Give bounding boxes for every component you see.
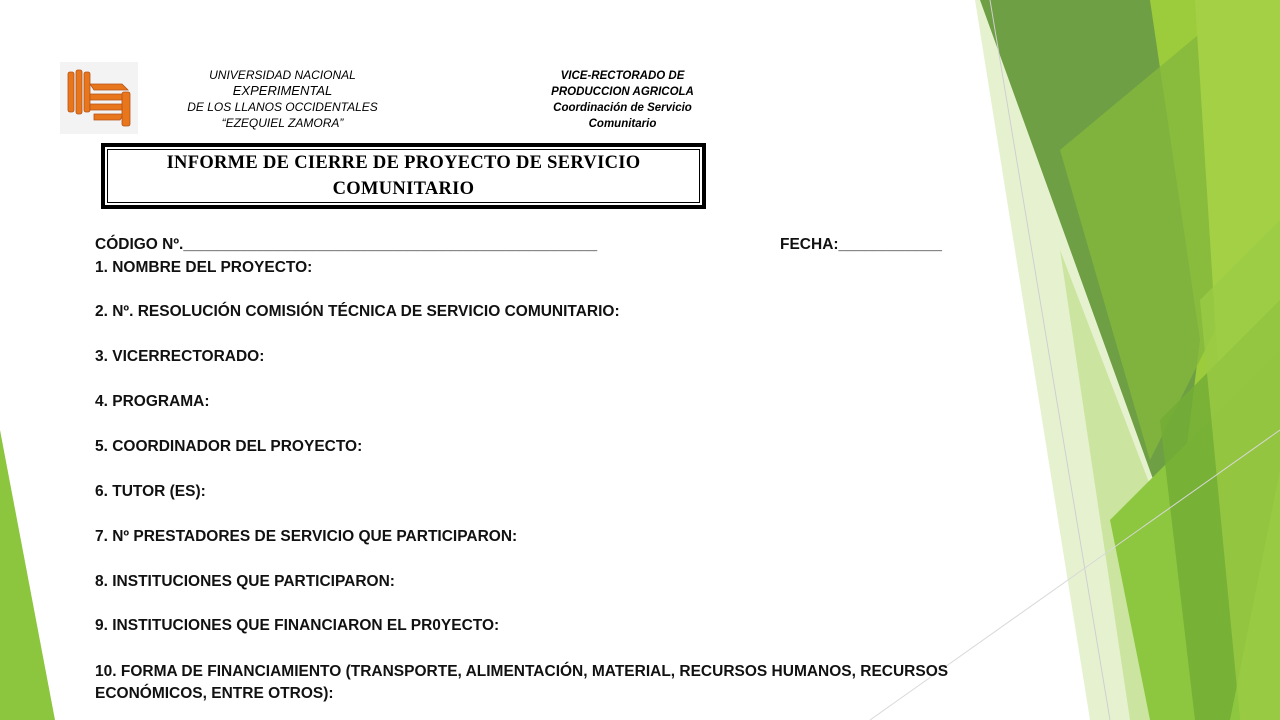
field-nombre-proyecto: 1. NOMBRE DEL PROYECTO: <box>95 259 313 276</box>
field-instituciones-financiaron: 9. INSTITUCIONES QUE FINANCIARON EL PR0YECTO: <box>95 617 500 634</box>
university-logo <box>60 62 138 134</box>
university-line2: EXPERIMENTAL <box>232 83 333 98</box>
document-title <box>167 150 641 202</box>
vice-line2: PRODUCCION AGRICOLA <box>551 86 694 98</box>
university-line1: UNIVERSIDAD NACIONAL <box>209 68 356 82</box>
title-line2: COMUNITARIO <box>332 179 475 199</box>
codigo-field: CÓDIGO Nº.________________________________________________ <box>95 236 598 253</box>
vice-line1: VICE-RECTORADO DE <box>560 70 685 82</box>
university-line4: “EZEQUIEL ZAMORA” <box>221 116 344 130</box>
university-line3: DE LOS LLANOS OCCIDENTALES <box>187 100 378 114</box>
fecha-field: FECHA:____________ <box>780 236 942 253</box>
vice-line4: Comunitario <box>588 118 657 130</box>
university-name <box>160 67 405 131</box>
title-line1: INFORME DE CIERRE DE PROYECTO DE SERVICIO <box>166 153 641 173</box>
field-prestadores: 7. Nº PRESTADORES DE SERVICIO QUE PARTICIPARON: <box>95 528 518 545</box>
field-programa: 4. PROGRAMA: <box>95 393 210 410</box>
field-coordinador: 5. COORDINADOR DEL PROYECTO: <box>95 438 363 455</box>
field-resolucion: 2. Nº. RESOLUCIÓN COMISIÓN TÉCNICA DE SERVICIO COMUNITARIO: <box>95 303 620 320</box>
vice-rectorado <box>515 68 730 132</box>
field-tutor: 6. TUTOR (ES): <box>95 483 206 500</box>
field-vicerrectorado: 3. VICERRECTORADO: <box>95 348 265 365</box>
document-title-box <box>101 143 706 209</box>
field-forma-financiamiento: 10. FORMA DE FINANCIAMIENTO (TRANSPORTE, ALIMENTACIÓN, MATERIAL, RECURSOS HUMANOS, RECURSOS ECONÓMICOS, ENTRE OTROS): <box>95 663 949 702</box>
vice-line3: Coordinación de Servicio <box>553 102 692 114</box>
field-instituciones-participaron: 8. INSTITUCIONES QUE PARTICIPARON: <box>95 573 395 590</box>
